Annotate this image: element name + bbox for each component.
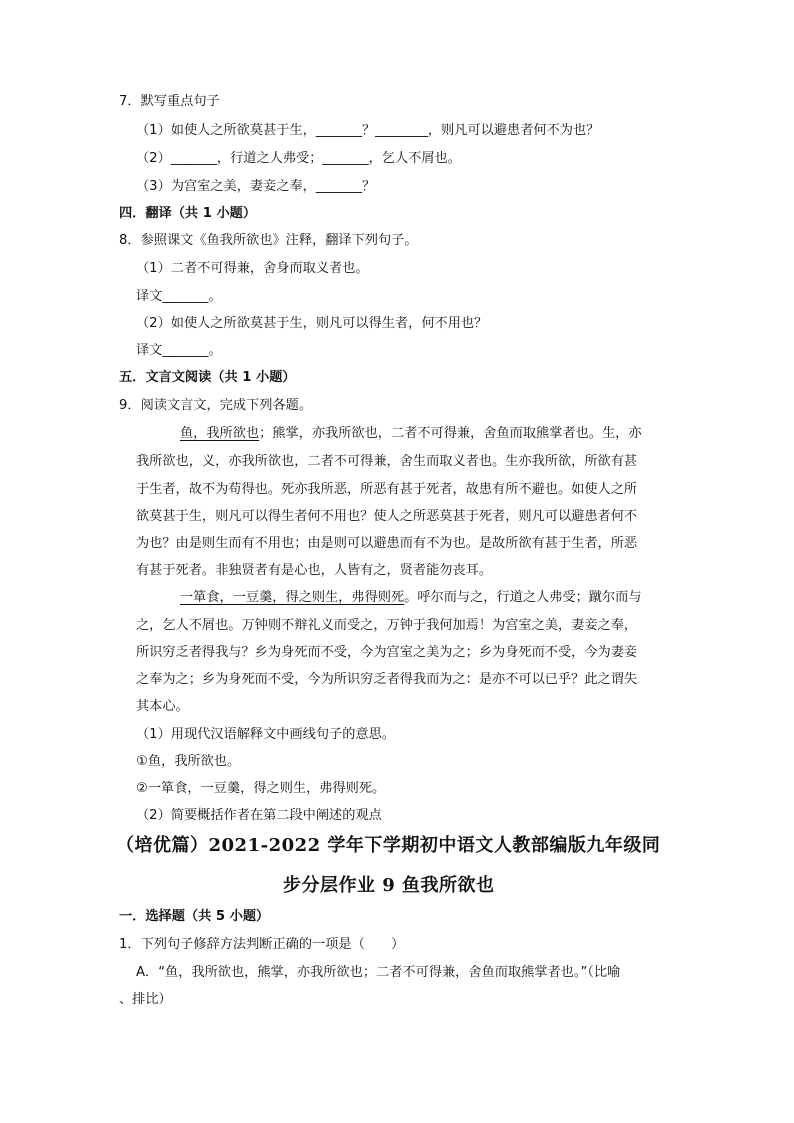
underlined-sentence-2: 一箪食，一豆羹，得之则生，弗得则死 — [180, 590, 405, 605]
question-9-title: 9．阅读文言文，完成下列各题。 — [119, 398, 313, 413]
passage-line: 欲莫甚于生，则凡可以得生者何不用也？使人之所恶莫甚于死者，则凡可以避患者何不 — [136, 509, 638, 524]
question-7-item-2: （2）_______，行道之人弗受；_______，乞人不屑也。 — [136, 151, 461, 166]
passage-line: 之，乞人不屑也。万钟则不辩礼义而受之，万钟于我何加焉！为宫室之美，妻妾之奉， — [136, 618, 638, 633]
question-1-option-a: A．“鱼，我所欲也，熊掌，亦我所欲也；二者不可得兼，舍鱼而取熊掌者也。”（比喻 — [136, 965, 621, 980]
passage-line: 有甚于死者。非独贤者有是心也，人皆有之，贤者能勿丧耳。 — [136, 563, 493, 578]
question-7-title: 7．默写重点句子 — [119, 94, 220, 109]
section-1-heading: 一．选择题（共 5 小题） — [119, 909, 270, 924]
section-4-heading: 四．翻译（共 1 小题） — [119, 206, 257, 221]
passage-line: 我所欲也，义，亦我所欲也，二者不可得兼，舍生而取义者也。生亦我所欲，所欲有甚 — [136, 454, 638, 469]
question-9-sub-1: （1）用现代汉语解释文中画线句子的意思。 — [136, 727, 395, 742]
section-5-heading: 五．文言文阅读（共 1 小题） — [119, 370, 296, 385]
question-1-title: 1．下列句子修辞方法判断正确的一项是（ ） — [119, 937, 405, 952]
question-9-sub-1a: ①鱼，我所欲也。 — [136, 754, 241, 769]
question-8-answer-1: 译文_______。 — [136, 289, 222, 304]
underlined-sentence-1: 鱼，我所欲也 — [180, 426, 260, 441]
question-9-sub-2: （2）简要概括作者在第二段中阐述的观点 — [136, 808, 382, 823]
question-8-title: 8．参照课文《鱼我所欲也》注释，翻译下列句子。 — [119, 233, 418, 248]
passage-line: 之奉为之；乡为身死而不受，今为所识穷乏者得我而为之：是亦不可以已乎？此之谓失 — [136, 672, 638, 687]
question-9-sub-1b: ②一箪食，一豆羹，得之则生，弗得则死。 — [136, 781, 386, 796]
document-title-line-1: （培优篇）2021-2022 学年下学期初中语文人教部编版九年级同 — [116, 835, 661, 856]
passage-line: 为也？由是则生而有不用也；由是则可以避患而有不为也。是故所欲有甚于生者，所恶 — [136, 536, 638, 551]
passage-paragraph-1-first-line — [180, 424, 642, 444]
passage-line: 于生者，故不为苟得也。死亦我所恶，所恶有甚于死者，故患有所不避也。如使人之所 — [136, 482, 638, 497]
question-1-option-a-cont: 、排比） — [119, 992, 172, 1007]
passage-text: 。呼尔而与之，行道之人弗受；蹴尔而与 — [404, 590, 642, 605]
passage-text: ；熊掌，亦我所欲也，二者不可得兼，舍鱼而取熊掌者也。生，亦 — [259, 426, 642, 441]
question-8-item-1: （1）二者不可得兼，舍身而取义者也。 — [136, 261, 369, 276]
question-8-item-2: （2）如使人之所欲莫甚于生，则凡可以得生者，何不用也？ — [136, 316, 488, 331]
passage-paragraph-2-first-line — [180, 588, 642, 608]
question-8-answer-2: 译文_______。 — [136, 343, 222, 358]
document-title-line-2: 步分层作业 9 鱼我所欲也 — [283, 875, 495, 896]
question-7-item-3: （3）为宫室之美，妻妾之奉，_______？ — [136, 179, 376, 194]
passage-line: 所识穷乏者得我与？乡为身死而不受，今为宫室之美为之；乡为身死而不受，今为妻妾 — [136, 645, 638, 660]
question-7-item-1: （1）如使人之所欲莫甚于生，_______？________，则凡可以避患者何不为也？ — [136, 123, 600, 138]
passage-line: 其本心。 — [136, 699, 189, 714]
